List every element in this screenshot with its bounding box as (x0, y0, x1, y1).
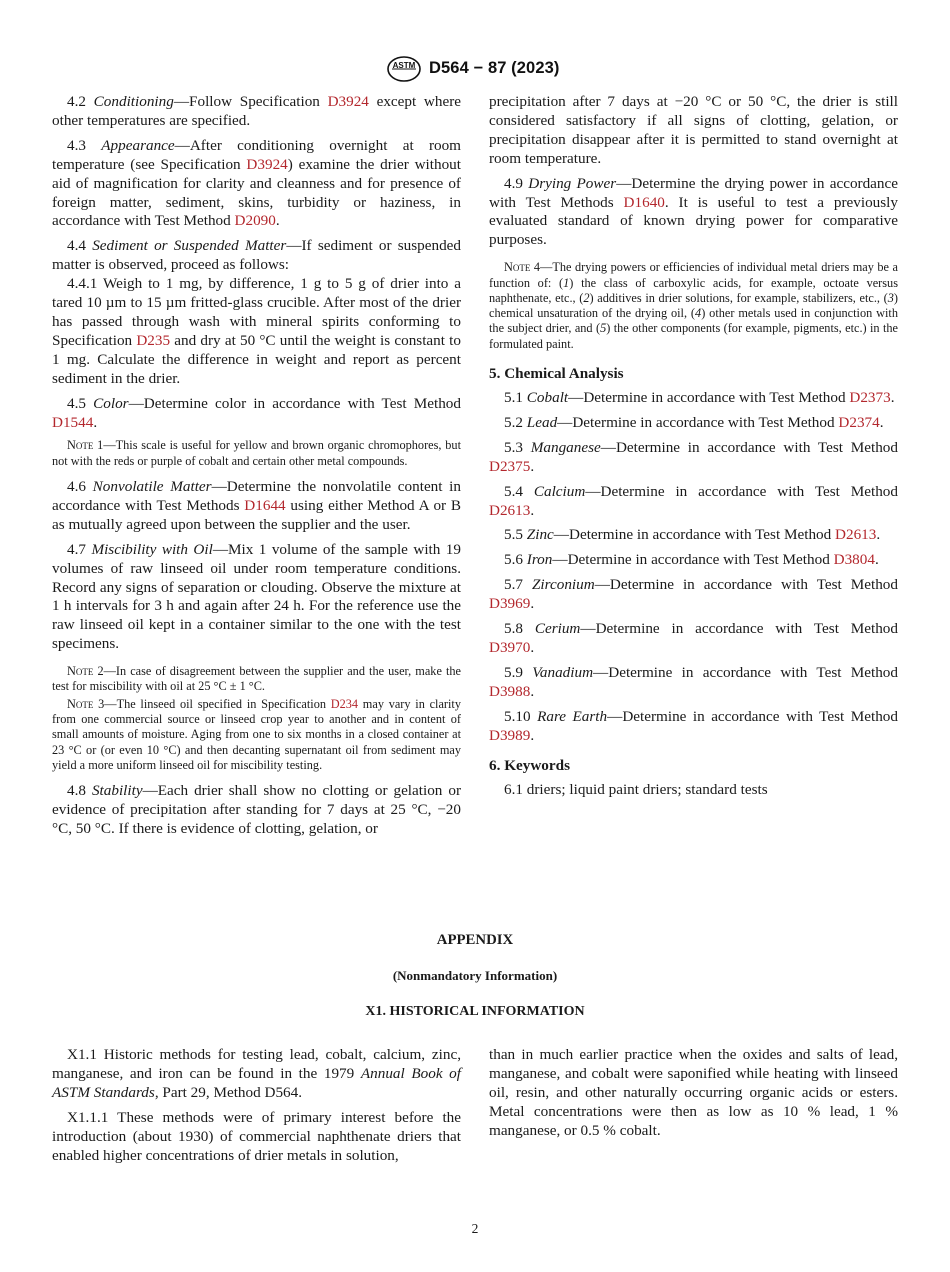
note-4: Note 4—The drying powers or efficiencies of individual metal driers may be a function of: (1) the class of carboxylic acids, for example, octoate versus naphthenate, etc., (2) additives in drier solutions, for example, stabilizers, etc., (3) chemical unsaturation of the drying oil, (4) other metals used in conjunction with the subject drier, and (5) the other components (for example, pigments, etc.) in the formulated paint. (489, 260, 898, 351)
section-4-7: 4.7 Miscibility with Oil—Mix 1 volume of the sample with 19 volumes of raw linseed oil under room temperature conditions. Record any signs of separation or clouding. Observe the mixture at 1 h intervals for 3 h and again after 24 h. For the reference use the raw linseed oil kept in a container similar to the one with the test specimens. (52, 540, 461, 653)
astm-logo (386, 56, 422, 82)
section-x1-1-1: X1.1.1 These methods were of primary interest before the introduction (about 1930) of commercial naphthenate driers that enabled higher concentrations of drier metals in solution, (52, 1108, 461, 1164)
section-5-item: 5.10 Rare Earth—Determine in accordance with Test Method D3989. (489, 707, 898, 744)
section-4-6: 4.6 Nonvolatile Matter—Determine the nonvolatile content in accordance with Test Methods D1644 using either Method A or B as mutually agreed upon between the supplier and the user. (52, 478, 461, 533)
page-header (0, 56, 950, 82)
section-5-item: 5.2 Lead—Determine in accordance with Test Method D2374. (504, 413, 884, 431)
ref-link[interactable]: D3924 (246, 155, 288, 173)
section-5-item: 5.7 Zirconium—Determine in accordance with Test Method D3969. (489, 576, 898, 613)
ref-link[interactable]: D2373 (849, 389, 891, 407)
section-4-3: 4.3 Appearance—After conditioning overnight at room temperature (see Specification D3924) examine the drier without aid of magnification for clarity and cleanness and for presence of foreign matter, sediment, skins, turbidity or haziness, in accordance with Test Method D2090. (52, 136, 462, 230)
section-5-item: 5.4 Calcium—Determine in accordance with Test Method D2613. (489, 482, 898, 519)
appendix-left-column (52, 1046, 461, 1171)
section-4-8: 4.8 Stability—Each drier shall show no clotting or gelation or evidence of precipitation after standing for 7 days at 25 °C, −20 °C, 50 °C. If there is evidence of clotting, gelation, or (52, 782, 462, 838)
section-5-item: 5.1 Cobalt—Determine in accordance with Test Method D2373. (504, 389, 895, 407)
note-1: Note 1—This scale is useful for yellow and brown organic chromophores, but not with the reds or purple of cobalt and certain other metal compounds. (52, 438, 461, 468)
section-x1-1-1-continued: than in much earlier practice when the oxides and salts of lead, manganese, and cobalt were saponified while heating with linseed oil, resin, and other naturally occurring organic acids or esters. Metal concentrations were then as low as 10 % lead, 1 % manganese, or 0.5 % cobalt. (489, 1046, 898, 1139)
standard-designation: D564 − 87 (2023) (429, 59, 560, 77)
ref-link[interactable]: D3989 (489, 726, 531, 744)
ref-link[interactable]: D235 (136, 331, 171, 349)
ref-link[interactable]: D2374 (838, 413, 880, 431)
appendix-title: APPENDIX (436, 932, 514, 948)
section-5-item: 5.3 Manganese—Determine in accordance with Test Method D2375. (489, 438, 898, 475)
ref-link[interactable]: D2613 (489, 501, 531, 519)
section-6-heading: 6. Keywords (489, 756, 570, 774)
section-4-4: 4.4 Sediment or Suspended Matter—If sediment or suspended matter is observed, proceed as follows: (52, 237, 462, 274)
chemical-analysis-list (489, 389, 898, 746)
section-x1-1: X1.1 Historic methods for testing lead, cobalt, calcium, zinc, manganese, and iron can be found in the 1979 Annual Book of ASTM Standards, Part 29, Method D564. (52, 1046, 461, 1101)
ref-link[interactable]: D1640 (623, 193, 665, 211)
section-4-4-1: 4.4.1 Weigh to 1 mg, by difference, 1 g to 5 g of drier into a tared 10 µm to 15 µm fritted-glass crucible. After most of the drier has passed through wash with mineral spirits conforming to Specification D235 and dry at 50 °C until the weight is constant to 1 mg. Calculate the difference in weight and report as percent sediment in the drier. (52, 275, 461, 387)
left-column (52, 93, 461, 845)
appendix-x1-title: X1. HISTORICAL INFORMATION (365, 1004, 585, 1019)
note-3: Note 3—The linseed oil specified in Specification D234 may vary in clarity from one commercial source or linseed crop year to another and in content of small amounts of moisture. Aging from one to six months in a closed container at 23 °C or (or even 10 °C) and then decanting supernatant oil from sediment may yield a more uniform linseed oil for miscibility testing. (52, 696, 461, 772)
ref-link[interactable]: D2613 (835, 526, 877, 544)
ref-link[interactable]: D3988 (489, 682, 531, 700)
section-5-item: 5.9 Vanadium—Determine in accordance with Test Method D3988. (489, 663, 898, 700)
ref-link[interactable]: D3970 (489, 639, 531, 656)
ref-link[interactable]: D3924 (327, 93, 369, 110)
section-5-item: 5.6 Iron—Determine in accordance with Test Method D3804. (504, 551, 879, 569)
ref-link[interactable]: D1544 (52, 413, 94, 431)
section-4-5: 4.5 Color—Determine color in accordance with Test Method D1544. (52, 394, 461, 431)
section-5-heading: 5. Chemical Analysis (489, 365, 624, 383)
section-4-8-continued: precipitation after 7 days at −20 °C or 50 °C, the drier is still considered satisfactory if all signs of clotting, gelation, or precipitation disappear after it is permitted to stand overnight at room temperature. (489, 93, 898, 167)
section-5-item: 5.5 Zinc—Determine in accordance with Test Method D2613. (504, 526, 881, 544)
right-column (489, 93, 898, 805)
page-number: 2 (471, 1221, 479, 1236)
ref-link[interactable]: D1644 (244, 496, 286, 514)
appendix-right-column (489, 1046, 898, 1147)
section-5-item: 5.8 Cerium—Determine in accordance with Test Method D3970. (489, 620, 898, 656)
section-4-2: 4.2 Conditioning—Follow Specification D3924 except where other temperatures are specified. (52, 93, 461, 129)
logo-text: ASTM (392, 61, 416, 70)
ref-link[interactable]: D2375 (489, 457, 531, 475)
section-4-9: 4.9 Drying Power—Determine the drying power in accordance with Test Methods D1640. It is useful to test a previously evaluated standard of known drying power for comparative purposes. (489, 174, 898, 249)
ref-link[interactable]: D3969 (489, 595, 531, 613)
section-6-1: 6.1 driers; liquid paint driers; standard tests (504, 780, 768, 798)
ref-link[interactable]: D234 (330, 696, 359, 711)
ref-link[interactable]: D3804 (833, 551, 875, 569)
appendix-subtitle: (Nonmandatory Information) (392, 968, 558, 983)
note-2: Note 2—In case of disagreement between the supplier and the user, make the test for miscibility with oil at 25 °C ± 1 °C. (52, 664, 462, 694)
ref-link[interactable]: D2090 (234, 212, 276, 230)
